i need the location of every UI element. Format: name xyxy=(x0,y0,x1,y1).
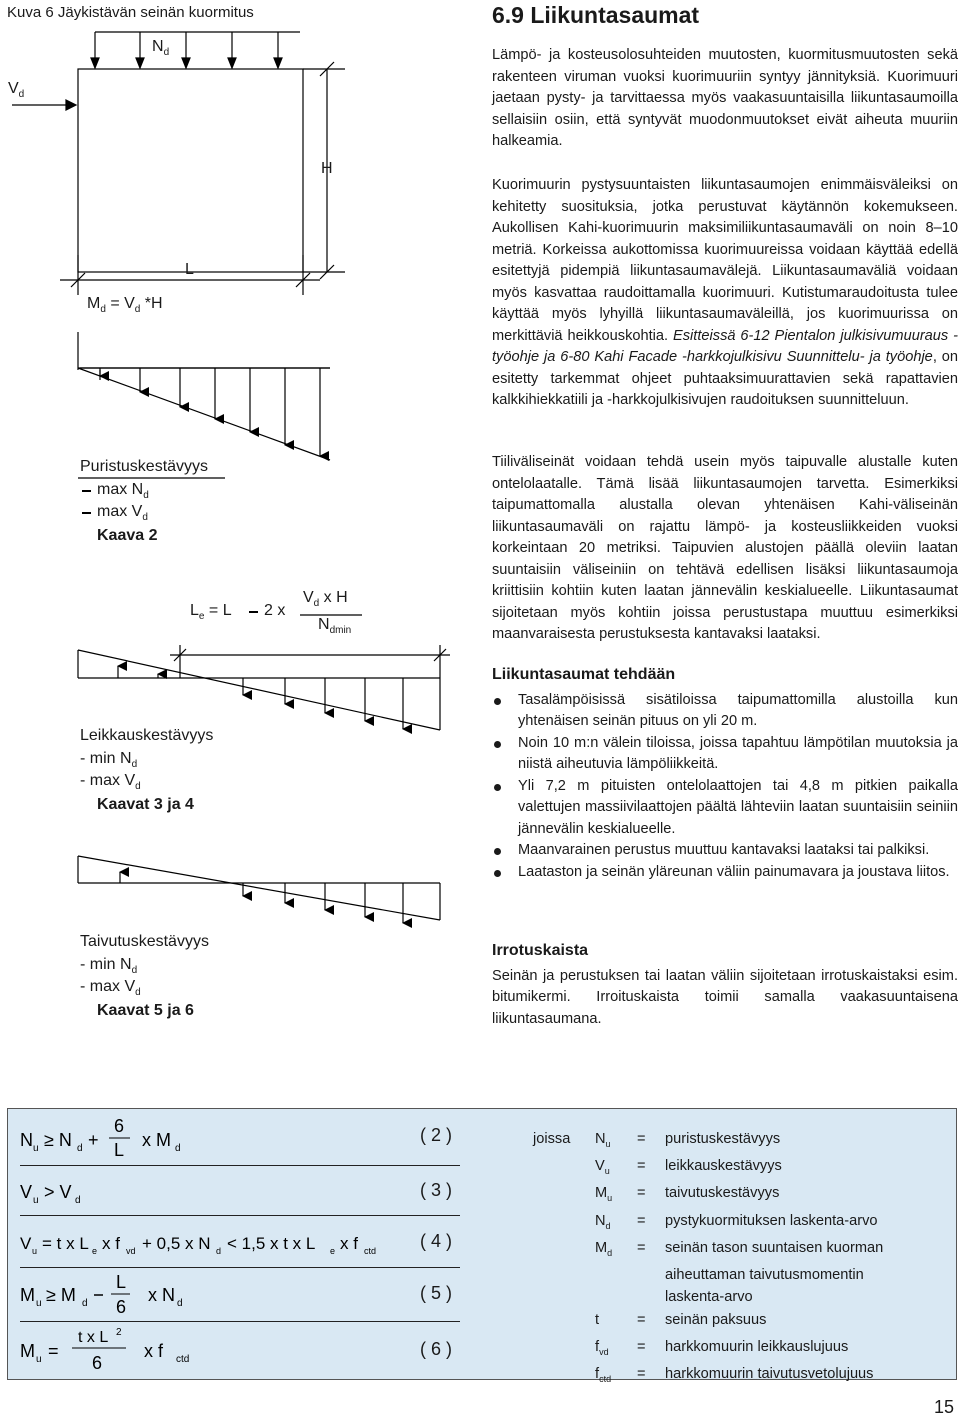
le-formula-left: $L_e = L$ xyxy=(190,602,232,623)
legend-row xyxy=(533,1155,883,1182)
formula-6-number: ( 6 ) xyxy=(419,1339,452,1359)
svg-text:x M: x M xyxy=(142,1130,171,1150)
formula-6-expr xyxy=(20,1325,320,1375)
legend-row xyxy=(533,1264,883,1286)
figure-caption: Kuva 6 Jäykistävän seinän kuormitus xyxy=(7,4,254,21)
legend-description: taivutuskestävyys xyxy=(665,1185,780,1202)
case3-kaava: Kaavat 5 ja 6 xyxy=(97,1002,194,1019)
list-item: Noin 10 m:n välein tiloissa, joissa tapahtuu lämpötilan muutoksia ja niistä aiheutuvia lämpöliikkeitä. xyxy=(492,733,958,776)
case1-kaava: Kaava 2 xyxy=(97,527,158,544)
legend-description: seinän tason suuntaisen kuorman xyxy=(665,1239,884,1256)
svg-text:vd: vd xyxy=(126,1246,136,1256)
legend-row xyxy=(533,1237,883,1264)
legend-symbol: $V_u$ xyxy=(595,1158,610,1177)
list-item: Laataston ja seinän yläreunan väliin painumavara ja joustava liitos. xyxy=(492,862,958,884)
case1-line2: $\max V_d$ xyxy=(97,503,148,524)
le-formula-numerator: $V_d$ x H xyxy=(303,589,348,610)
svg-text:M: M xyxy=(20,1285,35,1305)
legend-description: aiheuttaman taivutusmomentin xyxy=(665,1267,864,1284)
case1-title: Puristuskestävyys xyxy=(80,458,209,475)
expansion-joints-list xyxy=(492,690,958,884)
legend-row xyxy=(533,1128,883,1155)
formula-4-expr xyxy=(20,1221,420,1265)
legend-joissa xyxy=(533,1264,595,1286)
svg-text:u: u xyxy=(36,1354,42,1365)
svg-text:x f: x f xyxy=(340,1234,358,1253)
svg-text:d: d xyxy=(177,1298,183,1309)
legend-symbol: $f_{ctd}$ xyxy=(595,1366,612,1384)
legend-joissa xyxy=(533,1309,595,1336)
legend-symbol: t xyxy=(595,1311,600,1328)
legend-row xyxy=(533,1309,883,1336)
list-item: Yli 7,2 m pituisten ontelolaattojen tai 4,8 m pitkien paikalla valettujen massiivilaattojen päältä lähteviin laatan suuntaisiin seiniin jännevälin keskialueelle. xyxy=(492,776,958,841)
legend-equals xyxy=(637,1264,665,1286)
svg-text:e: e xyxy=(330,1246,336,1256)
l-label: L xyxy=(185,261,194,278)
legend-symbol: $M_u$ xyxy=(595,1185,613,1204)
formula-2-expr xyxy=(20,1115,320,1159)
svg-text:< 1,5 x t x L: < 1,5 x t x L xyxy=(227,1234,316,1253)
case3-line2: - $\max V_d$ xyxy=(80,978,141,999)
svg-text:x N: x N xyxy=(148,1285,175,1305)
legend-row xyxy=(533,1336,883,1363)
svg-text:e: e xyxy=(92,1246,98,1256)
legend-row xyxy=(533,1363,883,1390)
legend-description: pystykuormituksen laskenta-arvo xyxy=(665,1212,878,1229)
le-formula-denominator: $N_{dmin}$ xyxy=(318,616,352,637)
wall-load-diagram xyxy=(0,30,480,1030)
svg-text:u: u xyxy=(32,1246,38,1256)
svg-text:u: u xyxy=(33,1143,39,1154)
formula-4 xyxy=(20,1221,460,1265)
legend-equals: = xyxy=(637,1185,646,1202)
legend-description: puristuskestävyys xyxy=(665,1131,781,1147)
svg-text:x f: x f xyxy=(102,1234,120,1253)
legend-joissa xyxy=(533,1363,595,1390)
svg-text:d: d xyxy=(75,1195,81,1206)
case3-line1: - $\min N_d$ xyxy=(80,956,138,977)
vd-label: $V_d$ xyxy=(8,80,25,101)
svg-text:V: V xyxy=(20,1234,32,1253)
svg-text:=: = xyxy=(48,1341,59,1361)
legend-symbol xyxy=(595,1286,637,1308)
legend-equals: = xyxy=(637,1311,646,1328)
formula-3-expr xyxy=(20,1171,320,1215)
svg-text:d: d xyxy=(216,1246,222,1256)
svg-text:= t x L: = t x L xyxy=(42,1234,89,1253)
svg-text:L: L xyxy=(114,1140,125,1159)
svg-text:d: d xyxy=(82,1298,88,1309)
expansion-joints-heading: Liikuntasaumat tehdään xyxy=(492,666,676,683)
legend-joissa xyxy=(533,1155,595,1182)
legend-description: seinän paksuus xyxy=(665,1311,767,1328)
wall-rect xyxy=(78,69,303,272)
svg-text:V: V xyxy=(20,1182,33,1202)
h-label: H xyxy=(321,160,333,177)
svg-text:2: 2 xyxy=(116,1327,122,1338)
svg-text:t x L: t x L xyxy=(78,1329,109,1346)
svg-text:x f: x f xyxy=(144,1341,164,1361)
legend-symbol: $f_{vd}$ xyxy=(595,1338,609,1357)
legend-joissa xyxy=(533,1286,595,1308)
svg-text:> V: > V xyxy=(44,1182,72,1202)
svg-text:ctd: ctd xyxy=(176,1354,190,1365)
paragraph-3: Tiiliväliseinät voidaan tehdä usein myös taipuvalle alustalle kuten ontelolaatalle. Tämä lisää liikuntasaumojen tarvetta. Esimerkiksi taipumattomalla alustalla olevan yhtenäisen Kahi-väliseinän liikuntasaumaväli on rajattu lämpö- ja kosteusliikkeiden vuoksi korkeintaan 20 metriksi. Taipuvien alustojen päällä oleviin laatan suuntaisiin väliseiniin on tehtävä edellisen lisäksi liikuntasaumoja kriittisiin kohtiin kuten laatan jännevälin keskialueelle. Liikuntasaumat sijoitetaan myös kohtiin joissa perustustapa muuttuu esimerkiksi maanvaraisesta perustuksesta kantavaksi laataksi. xyxy=(492,454,958,642)
svg-text:d: d xyxy=(175,1143,181,1154)
list-item: Maanvarainen perustus muuttuu kantavaksi laataksi tai palkiksi. xyxy=(492,840,958,862)
formula-2 xyxy=(20,1115,460,1159)
legend-description: laskenta-arvo xyxy=(665,1289,753,1306)
le-formula-two: 2 x xyxy=(264,602,286,619)
svg-text:d: d xyxy=(77,1143,83,1154)
nd-label: $N_d$ xyxy=(152,38,170,59)
svg-text:6: 6 xyxy=(92,1353,103,1373)
legend-row xyxy=(533,1286,883,1308)
formula-3 xyxy=(20,1171,460,1215)
legend-description: harkkomuurin taivutusvetolujuus xyxy=(665,1366,874,1383)
legend-equals: = xyxy=(637,1338,646,1355)
page-number: 15 xyxy=(933,1397,954,1417)
case2-line1: - $\min N_d$ xyxy=(80,750,138,771)
legend-equals: = xyxy=(637,1131,646,1147)
svg-text:6: 6 xyxy=(116,1297,127,1317)
legend-equals: = xyxy=(637,1366,646,1383)
separation-strip-text: Seinän ja perustuksen tai laatan väliin sijoitetaan irrotuskaistaksi esim. bitumikermi. Irroituskaista toimii samalla vaakasuuntaisena liikuntasaumana. xyxy=(492,967,958,1027)
legend-equals xyxy=(637,1286,665,1308)
formula-5 xyxy=(20,1271,460,1315)
formula-2-number: ( 2 ) xyxy=(419,1125,452,1145)
legend-row xyxy=(533,1210,883,1237)
case3-title: Taivutuskestävyys xyxy=(80,933,209,950)
case2-kaava: Kaavat 3 ja 4 xyxy=(97,796,194,813)
expansion-joints-section xyxy=(492,664,958,883)
legend-joissa xyxy=(533,1336,595,1363)
formula-6 xyxy=(20,1325,460,1373)
formulas-left xyxy=(20,1115,460,1375)
legend-equals: = xyxy=(637,1158,646,1175)
formula-4-number: ( 4 ) xyxy=(419,1231,452,1251)
legend-equals: = xyxy=(637,1239,646,1256)
legend-symbol xyxy=(595,1264,637,1286)
legend-table xyxy=(533,1128,883,1390)
legend-joissa xyxy=(533,1210,595,1237)
formula-3-number: ( 3 ) xyxy=(419,1180,452,1200)
case2-title: Leikkauskestävyys xyxy=(80,727,214,744)
separation-strip-heading: Irrotuskaista xyxy=(492,942,589,959)
legend-joissa: joissa xyxy=(533,1131,571,1147)
svg-text:M: M xyxy=(20,1341,35,1361)
case2-line2: - $\max V_d$ xyxy=(80,772,141,793)
legend-symbol: $N_d$ xyxy=(595,1212,611,1231)
paragraph-2: Kuorimuurin pystysuuntaisten liikuntasaumojen enimmäisväleiksi on kehitetty suosituksia, jotka perustuvat käytännön kokemukseen. Aukollisen Kahi-kuorimuurin maksimiliikuntasaumaväli on noin 8–10 metriä. Korkeissa aukottomissa kuorimuureissa voidaan käyttää edellä esitettyjä pidempiä liikuntasaumavälejä. Liikuntasaumaväliä voidaan myös kasvattaa raudoittamalla kuorimuuri. Kutistumaraudoitusta tulee käyttää myös lyhyillä liikuntasaumaväleillä, jos kuorimuurissa on merkittäviä heikkouskohtia. Esitteissä 6-12 Pientalon julkisivumuuraus -työohje ja 6-80 Kahi Facade -harkkojulkisivu Suunnittelu- ja työohje, on esitetty tarkemmat ohjeet puhtaaksimuurattavien sekä rapattavien kalkkihiekkatiili ja -harkkojulkisivujen raudoituksen suunnitteluun. xyxy=(492,177,959,408)
svg-text:+: + xyxy=(88,1130,99,1150)
legend-equals: = xyxy=(637,1212,646,1229)
svg-text:N: N xyxy=(20,1130,33,1150)
legend-row xyxy=(533,1182,883,1209)
legend-symbol: $N_u$ xyxy=(595,1131,611,1149)
separation-strip-section xyxy=(492,940,958,1030)
formula-5-expr xyxy=(20,1271,320,1319)
svg-text:≥ N: ≥ N xyxy=(44,1130,72,1150)
svg-text:≥ M: ≥ M xyxy=(46,1285,76,1305)
svg-text:u: u xyxy=(36,1298,42,1309)
svg-text:+ 0,5 x N: + 0,5 x N xyxy=(142,1234,211,1253)
legend-symbol: $M_d$ xyxy=(595,1239,613,1258)
legend-joissa xyxy=(533,1182,595,1209)
svg-text:6: 6 xyxy=(114,1116,125,1136)
symbol-legend xyxy=(533,1128,883,1390)
case1-line1: $\max N_d$ xyxy=(97,481,149,502)
legend-description: harkkomuurin leikkauslujuus xyxy=(665,1338,849,1355)
section-title: 6.9 Liikuntasaumat xyxy=(492,2,700,28)
paragraph-1: Lämpö- ja kosteusolosuhteiden muutosten, kuormitusmuutosten sekä rakenteen viruman vuoksi kuorimuuriin syntyy jännityksiä. Kuorimuuri jaetaan pysty- ja tarvittaessa myös vaakasuuntaisilla liikuntasaumoilla sellaisiin osiin, että syntyvät muodonmuutokset eivät aiheuta muuriin halkeamia. xyxy=(492,47,958,149)
svg-text:ctd: ctd xyxy=(364,1246,377,1256)
legend-joissa xyxy=(533,1237,595,1264)
md-equation: $M_d = V_d$ *H xyxy=(87,295,163,316)
legend-description: leikkauskestävyys xyxy=(665,1158,782,1175)
svg-text:L: L xyxy=(116,1272,127,1292)
list-item: Tasalämpöisissä sisätiloissa taipumattomilla alustoilla kun yhtenäisen seinän pituus on yli 20 m. xyxy=(492,690,958,733)
svg-text:u: u xyxy=(33,1195,39,1206)
formula-5-number: ( 5 ) xyxy=(419,1283,452,1303)
